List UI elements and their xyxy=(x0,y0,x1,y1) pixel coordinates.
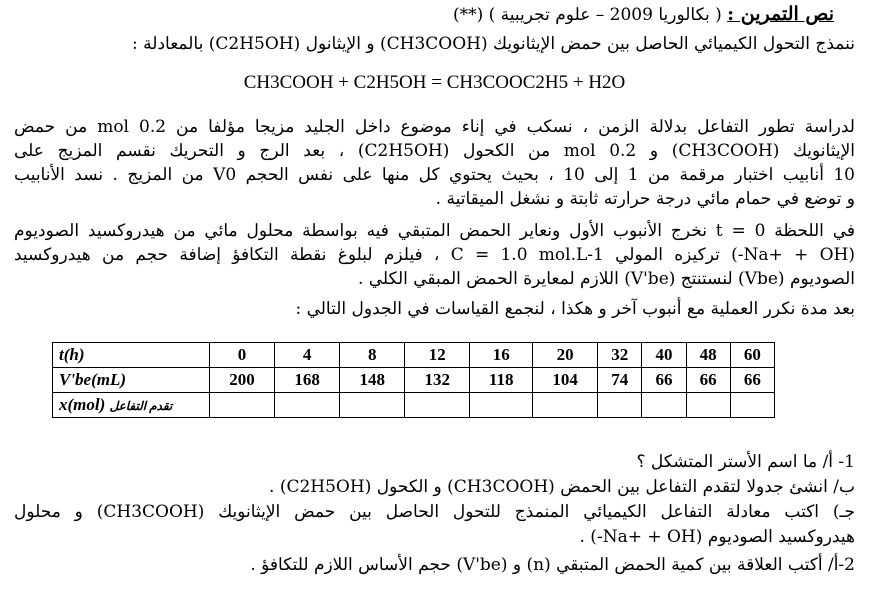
volume-cell: 66 xyxy=(730,368,774,393)
advance-cell xyxy=(686,393,730,418)
question-1a: 1- أ/ ما اسم الأستر المتشكل ؟ xyxy=(636,452,855,472)
advance-cell xyxy=(210,393,275,418)
para2-line3: الصوديوم (Vbe) لنستنتج (V'be) اللازم لمعايرة الحمض المبقي الكلي . xyxy=(357,269,855,289)
equation-text: CH3COOH + C2H5OH = CH3COOC2H5 + H2O xyxy=(243,72,626,93)
advance-header xyxy=(53,393,210,418)
question-1c-line2: هيدروكسيد الصوديوم (Na+ + OH-) . xyxy=(579,527,855,547)
volume-cell: 132 xyxy=(405,368,470,393)
question-2a: 2-أ/ أكتب العلاقة بين كمية الحمض المتبقي (n) و (V'be) حجم الأساس اللازم للتكافؤ . xyxy=(250,555,855,575)
volume-cell: 118 xyxy=(470,368,533,393)
advance-label-ar: تقدم التفاعل xyxy=(109,399,173,413)
table-row-advance xyxy=(53,393,775,418)
time-cell: 16 xyxy=(470,343,533,368)
para1-line1: لدراسة تطور التفاعل بدلالة الزمن ، نسكب في إناء موضوع داخل الجليد مزيجا مؤلفا من 0.2 mol من حمض xyxy=(14,117,855,137)
time-cell: 40 xyxy=(642,343,686,368)
volume-cell: 74 xyxy=(598,368,642,393)
advance-label-en: x(mol) xyxy=(59,395,106,414)
time-cell: 4 xyxy=(275,343,340,368)
para2-line2: (Na+ + OH-) تركيزه المولي C = 1.0 mol.L-1 ، فيلزم لبلوغ نقطة التكافؤ إضافة حجم من هيدروكسيد xyxy=(14,245,855,265)
time-cell: 12 xyxy=(405,343,470,368)
advance-cell xyxy=(533,393,598,418)
table-row-time xyxy=(53,343,775,368)
para1-line3: 10 أنابيب اختبار مرقمة من 1 إلى 10 ، بحيث يحتوي كل منها على نفس الحجم V0 من المزيج . نسد الأنابيب xyxy=(14,165,855,185)
title-label: نص التمرين : xyxy=(727,3,834,25)
advance-cell xyxy=(470,393,533,418)
volume-cell: 66 xyxy=(642,368,686,393)
advance-cell xyxy=(340,393,405,418)
advance-cell xyxy=(405,393,470,418)
intro-text: ننمذج التحول الكيميائي الحاصل بين حمض الإيثانويك (CH3COOH) و الإيثانول (C2H5OH) بالمعادلة : xyxy=(132,34,855,54)
time-cell: 20 xyxy=(533,343,598,368)
time-cell: 0 xyxy=(210,343,275,368)
volume-cell: 200 xyxy=(210,368,275,393)
advance-cell xyxy=(730,393,774,418)
volume-cell: 148 xyxy=(340,368,405,393)
measurements-table xyxy=(52,342,775,418)
advance-cell xyxy=(642,393,686,418)
question-1b: ب/ انشئ جدولا لتقدم التفاعل بين الحمض (CH3COOH) و الكحول (C2H5OH) . xyxy=(269,477,855,497)
exercise-title xyxy=(453,3,834,26)
volume-header: V'be(mL) xyxy=(53,368,210,393)
volume-cell: 168 xyxy=(275,368,340,393)
table-row-volume xyxy=(53,368,775,393)
time-cell: 8 xyxy=(340,343,405,368)
advance-cell xyxy=(598,393,642,418)
para1-line4: و توضع في حمام مائي درجة حرارته ثابتة و نشغل الميقاتية . xyxy=(435,189,855,209)
chemical-equation xyxy=(0,72,869,94)
time-header: t(h) xyxy=(53,343,210,368)
para1-line2: الإيثانويك (CH3COOH) و 0.2 mol من الكحول (C2H5OH) ، بعد الرج و التحريك نقسم المزيج على xyxy=(14,141,856,161)
question-1c-line1: جـ) اكتب معادلة التفاعل الكيميائي المنمذج للتحول الحاصل بين حمض الإيثانويك (CH3COOH) و محلول xyxy=(14,502,855,522)
volume-cell: 66 xyxy=(686,368,730,393)
time-cell: 60 xyxy=(730,343,774,368)
volume-cell: 104 xyxy=(533,368,598,393)
time-cell: 48 xyxy=(686,343,730,368)
para3-text: بعد مدة نكرر العملية مع أنبوب آخر و هكذا ، لنجمع القياسات في الجدول التالي : xyxy=(295,299,855,319)
title-source: ( بكالوريا 2009 – علوم تجريبية ) (**) xyxy=(452,5,722,25)
para2-line1: في اللحظة t = 0 نخرج الأنبوب الأول ونعاير الحمض المتبقي فيه بواسطة محلول مائي من هيدروكسيد الصوديوم xyxy=(14,221,856,241)
time-cell: 32 xyxy=(598,343,642,368)
advance-cell xyxy=(275,393,340,418)
